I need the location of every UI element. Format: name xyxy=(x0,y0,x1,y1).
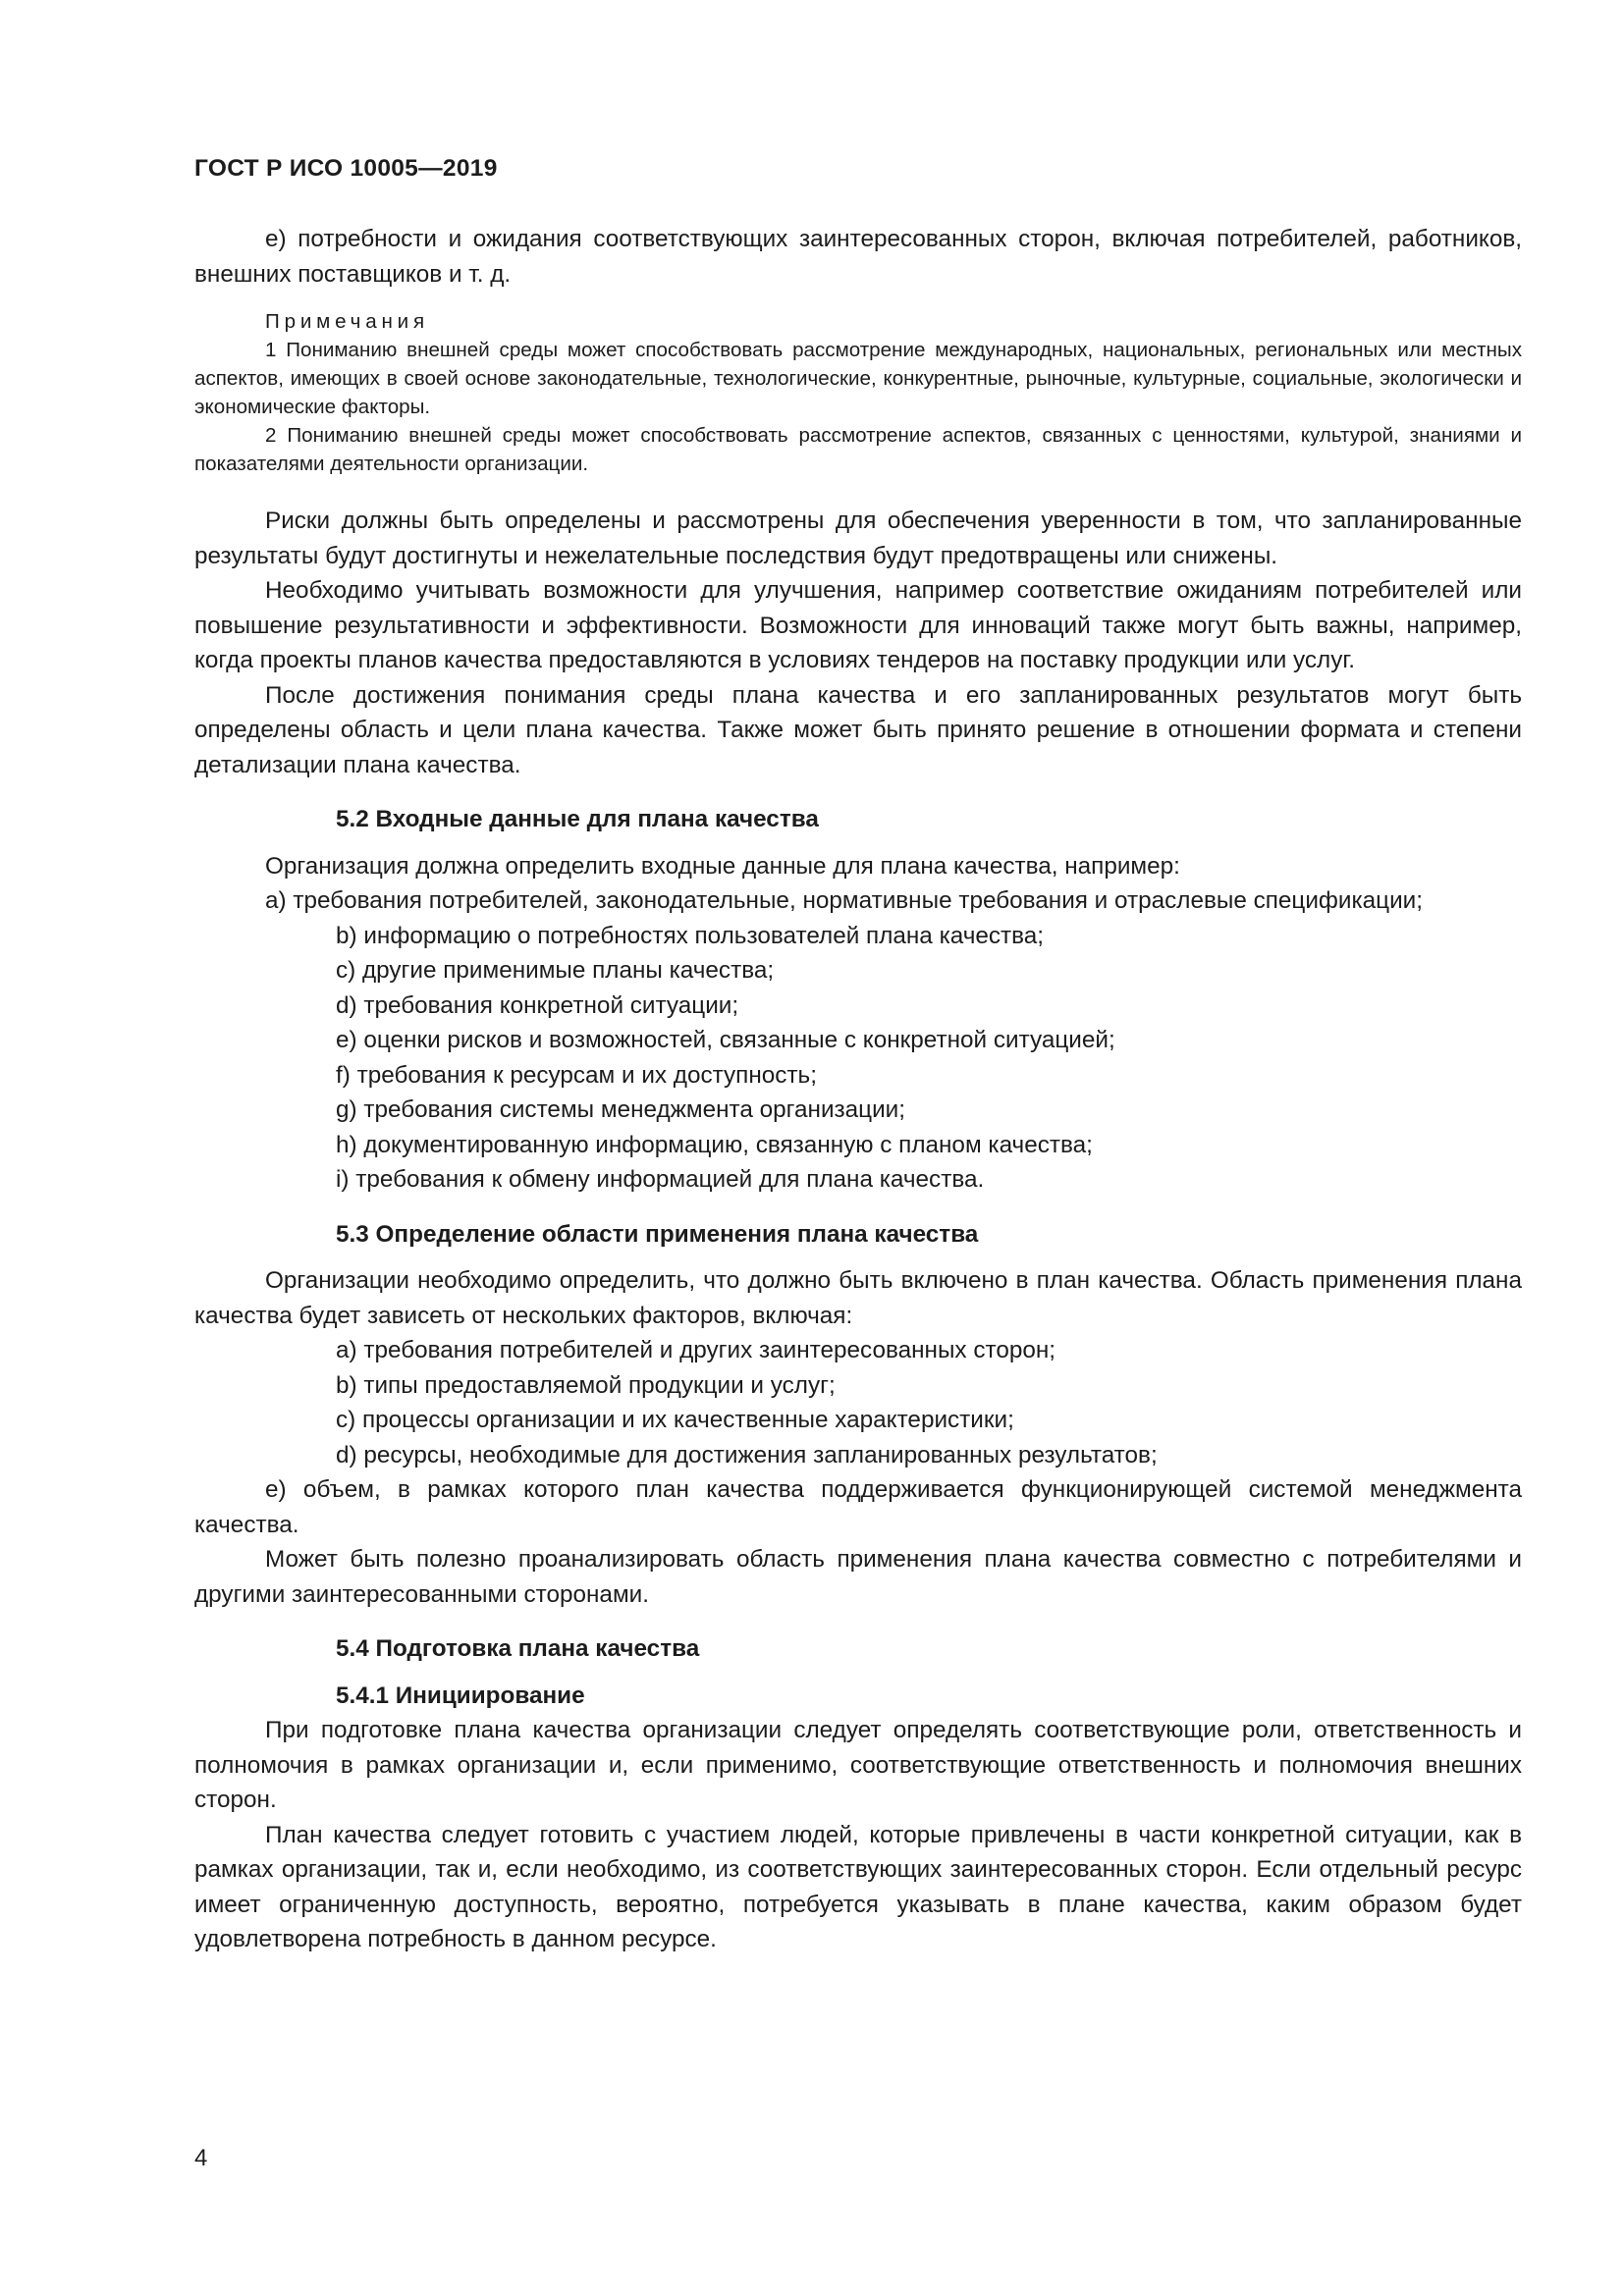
list-item: f) требования к ресурсам и их доступность; xyxy=(336,1061,817,1089)
list-item: c) другие применимые планы качества; xyxy=(336,957,775,984)
list-item: e) объем, в рамках которого план качества поддерживается функционирующей системой менеджмента качества. xyxy=(194,1476,1522,1538)
document-header: ГОСТ Р ИСО 10005—2019 xyxy=(194,155,498,182)
page-number: 4 xyxy=(194,2145,208,2171)
paragraph-initiation-roles: При подготовке плана качества организации следует определять соответствующие роли, ответственность и полномочия в рамках организации и, если применимо, соответствующие ответственность и полномочия внешних сторон. xyxy=(194,1717,1522,1813)
list-item: b) информацию о потребностях пользователей плана качества; xyxy=(336,922,1045,949)
section-5-2-intro: Организация должна определить входные данные для плана качества, например: xyxy=(265,852,1180,880)
list-item: i) требования к обмену информацией для плана качества. xyxy=(336,1166,985,1193)
list-item: a) требования потребителей и других заинтересованных сторон; xyxy=(336,1337,1056,1363)
subsection-heading-5-4-1: 5.4.1 Инициирование xyxy=(336,1682,585,1709)
list-item: b) типы предоставляемой продукции и услуг; xyxy=(336,1371,836,1399)
document-body xyxy=(194,222,1522,1957)
list-item: d) требования конкретной ситуации; xyxy=(336,991,739,1019)
list-item: d) ресурсы, необходимые для достижения запланированных результатов; xyxy=(336,1441,1158,1468)
list-item: c) процессы организации и их качественные характеристики; xyxy=(336,1407,1014,1433)
paragraph-risks: Риски должны быть определены и рассмотрены для обеспечения уверенности в том, что запланированные результаты будут достигнуты и нежелательные последствия будут предотвращены или снижены. xyxy=(194,507,1522,569)
list-item-e: e) потребности и ожидания соответствующих заинтересованных сторон, включая потребителей, работников, внешних поставщиков и т. д. xyxy=(194,226,1522,288)
list-item: a) требования потребителей, законодательные, нормативные требования и отраслевые спецификации; xyxy=(265,887,1423,914)
list-item: e) оценки рисков и возможностей, связанные с конкретной ситуацией; xyxy=(336,1027,1115,1053)
note-1: 1 Пониманию внешней среды может способствовать рассмотрение международных, национальных, региональных или местных аспектов, имеющих в своей основе законодательные, технологические, конкурентные, рыночные, культурные, социальные, экологически и экономические факторы. xyxy=(194,339,1522,418)
notes-block xyxy=(194,307,1522,478)
section-5-3-outro: Может быть полезно проанализировать область применения плана качества совместно с потребителями и другими заинтересованными сторонами. xyxy=(194,1546,1522,1608)
note-2: 2 Пониманию внешней среды может способствовать рассмотрение аспектов, связанных с ценностями, культурой, знаниями и показателями деятельности организации. xyxy=(194,424,1522,475)
notes-title: Примечания xyxy=(265,310,429,333)
section-5-3-intro: Организации необходимо определить, что должно быть включено в план качества. Область применения плана качества будет зависеть от нескольких факторов, включая: xyxy=(194,1267,1522,1329)
section-heading-5-3: 5.3 Определение области применения плана качества xyxy=(336,1220,979,1248)
paragraph-scope-objectives: После достижения понимания среды плана качества и его запланированных результатов могут быть определены область и цели плана качества. Также может быть принято решение в отношении формата и степени детализации плана качества. xyxy=(194,681,1522,778)
section-heading-5-4: 5.4 Подготовка плана качества xyxy=(336,1635,700,1662)
paragraph-initiation-people: План качества следует готовить с участием людей, которые привлечены в части конкретной ситуации, как в рамках организации, так и, если необходимо, из соответствующих заинтересованных сторон. Если отдельный ресурс имеет ограниченную доступность, вероятно, потребуется указывать в плане качества, каким образом будет удовлетворена потребность в данном ресурсе. xyxy=(194,1821,1522,1952)
paragraph-opportunities: Необходимо учитывать возможности для улучшения, например соответствие ожиданиям потребителей или повышение результативности и эффективности. Возможности для инноваций также могут быть важны, например, когда проекты планов качества предоставляются в условиях тендеров на поставку продукции или услуг. xyxy=(194,577,1522,673)
list-item: h) документированную информацию, связанную с планом качества; xyxy=(336,1131,1093,1158)
section-heading-5-2: 5.2 Входные данные для плана качества xyxy=(336,806,819,832)
list-item: g) требования системы менеджмента организации; xyxy=(336,1096,905,1123)
